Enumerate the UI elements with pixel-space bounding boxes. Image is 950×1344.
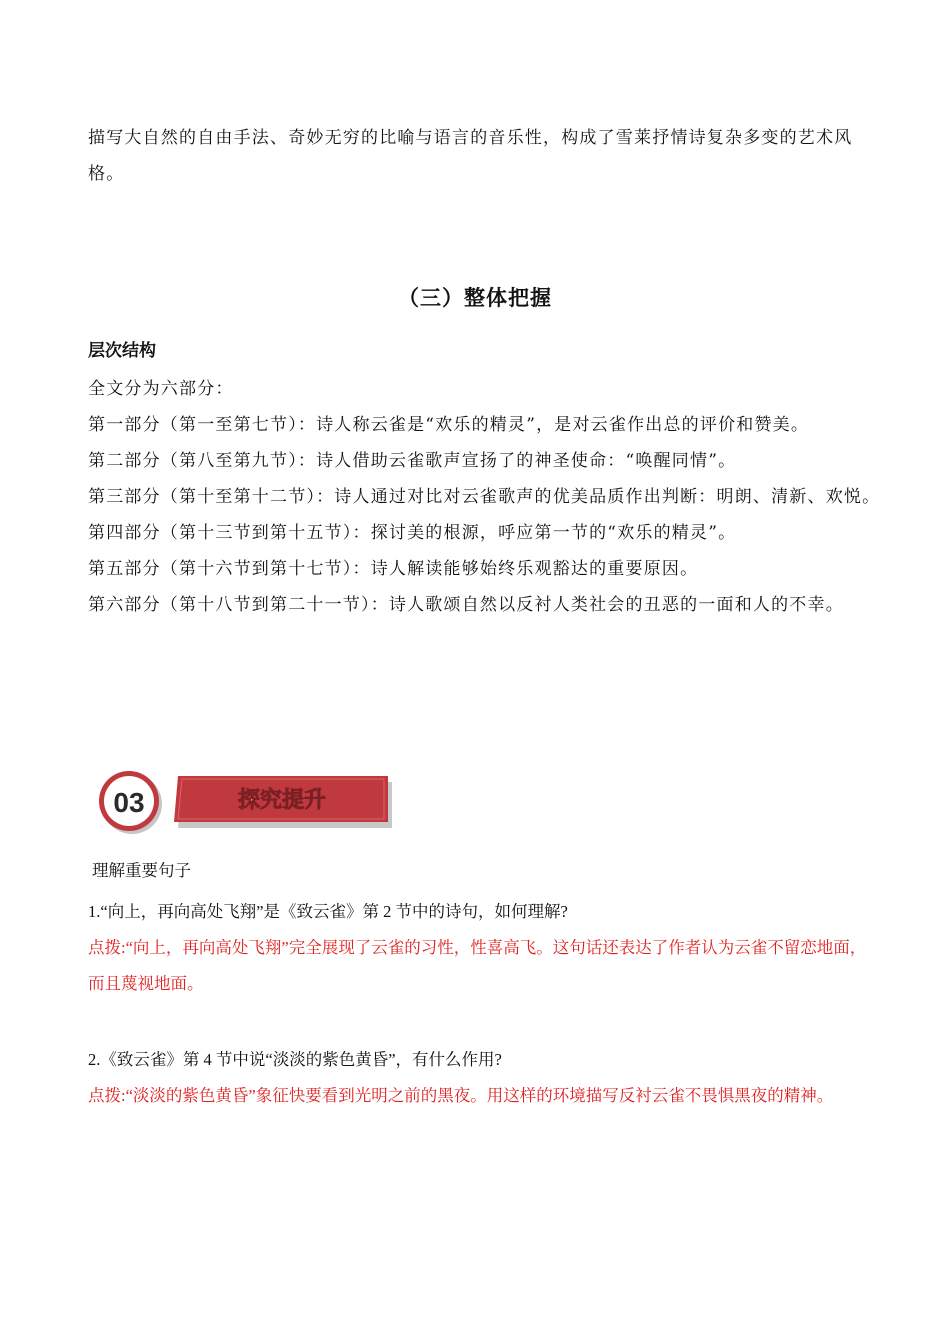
structure-line: 第五部分（第十六节到第十七节）：诗人解读能够始终乐观豁达的重要原因。 (88, 559, 699, 579)
structure-line: 全文分为六部分： (88, 379, 234, 399)
qa-item-1 (88, 894, 878, 1002)
answer-text: 点拨:“淡淡的紫色黄昏”象征快要看到光明之前的黑夜。用这样的环境描写反衬云雀不畏惧黑夜的精神。 (88, 1086, 834, 1105)
answer-text: 点拨:“向上，再向高处飞翔”完全展现了云雀的习性，性喜高飞。这句话还表达了作者认为云雀不留恋地面，而且蔑视地面。 (88, 938, 867, 993)
section-banner (92, 768, 394, 834)
question-text: 2.《致云雀》第 4 节中说“淡淡的紫色黄昏”，有什么作用? (88, 1050, 502, 1069)
question-text: 1.“向上，再向高处飞翔”是《致云雀》第 2 节中的诗句，如何理解? (88, 902, 568, 921)
banner-number: 03 (113, 787, 145, 818)
structure-line: 第一部分（第一至第七节）：诗人称云雀是“欢乐的精灵”，是对云雀作出总的评价和赞美。 (88, 415, 810, 435)
qa-item-2 (88, 1042, 878, 1114)
qa-heading: 理解重要句子 (92, 861, 191, 880)
structure-line: 第四部分（第十三节到第十五节）：探讨美的根源，呼应第一节的“欢乐的精灵”。 (88, 523, 737, 543)
structure-line: 第三部分（第十至第十二节）：诗人通过对比对云雀歌声的优美品质作出判断：明朗、清新、欢悦。 (88, 487, 881, 507)
structure-list (88, 371, 883, 623)
banner-label: 探究提升 (237, 788, 327, 813)
intro-paragraph: 描写大自然的自由手法、奇妙无穷的比喻与语言的音乐性，构成了雪莱抒情诗复杂多变的艺术风格。 (88, 128, 853, 184)
structure-line: 第二部分（第八至第九节）：诗人借助云雀歌声宣扬了的神圣使命：“唤醒同情”。 (88, 451, 737, 471)
section-title: （三）整体把握 (398, 286, 552, 310)
banner-graphic (92, 768, 394, 834)
structure-heading: 层次结构 (88, 341, 156, 361)
structure-line: 第六部分（第十八节到第二十一节）：诗人歌颂自然以反衬人类社会的丑恶的一面和人的不幸。 (88, 595, 844, 615)
